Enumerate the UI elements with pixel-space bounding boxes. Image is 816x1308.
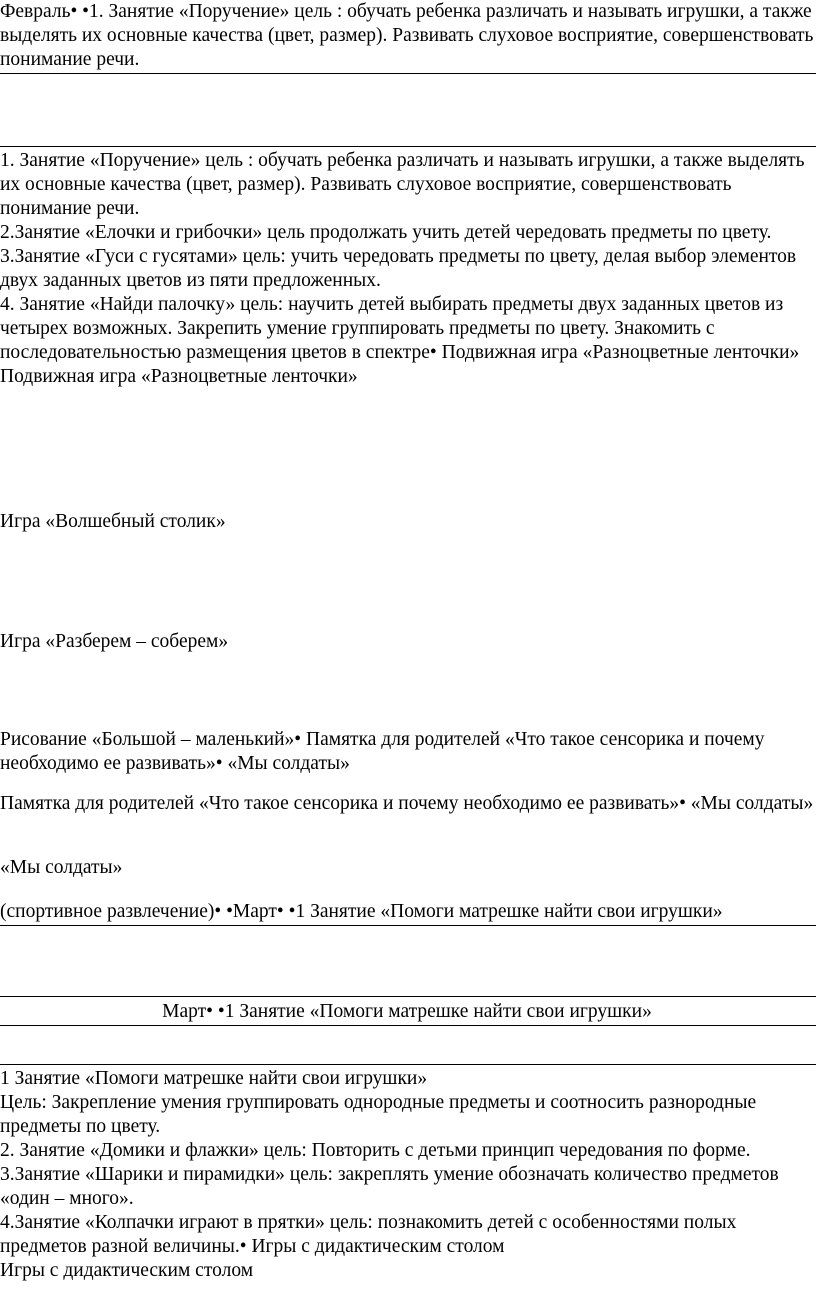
february-header (0, 0, 816, 72)
memo-block (0, 792, 816, 816)
game-item: Игра «Волшебный столик» (0, 511, 226, 532)
memo-item: Памятка для родителей «Что такое сенсорика и почему необходимо ее развивать»• «Мы солдаты» (0, 793, 814, 814)
divider (0, 1064, 816, 1065)
game-item: Игры с дидактическим столом (0, 1260, 254, 1281)
drawing-block (0, 728, 816, 776)
game-item: Подвижная игра «Разноцветные ленточки» (0, 366, 358, 387)
divider (0, 146, 816, 147)
march-header (0, 1000, 816, 1024)
divider (0, 1025, 816, 1026)
lesson-item: 1 Занятие «Помоги матрешке найти свои игрушки» (0, 1068, 428, 1089)
drawing-item: Рисование «Большой – маленький»• Памятка для родителей «Что такое сенсорика и почему необходимо ее развивать»• «Мы солдаты» (0, 729, 765, 774)
march-lessons (0, 1067, 816, 1283)
lesson-item: 1. Занятие «Поручение» цель : обучать ребенка различать и называть игрушки, а также выделять их основные качества (цвет, размер). Развивать слуховое восприятие, совершенствовать понимание речи. (0, 150, 805, 219)
game-block (0, 630, 816, 654)
lesson-item: 4. Занятие «Найди палочку» цель: научить детей выбирать предметы двух заданных цветов из четырех возможных. Закрепить умение группировать предметы по цвету. Знакомить с последовательностью размещения цветов в спектре• Подвижная игра «Разноцветные ленточки» (0, 294, 800, 363)
lesson-item: 3.Занятие «Шарики и пирамидки» цель: закреплять умение обозначать количество предметов «один – много». (0, 1164, 779, 1209)
february-header-text: Февраль• •1. Занятие «Поручение» цель : обучать ребенка различать и называть игрушки, а также выделять их основные качества (цвет, размер). Развивать слуховое восприятие, совершенствовать понимание речи. (0, 1, 814, 70)
divider (0, 73, 816, 74)
divider (0, 925, 816, 926)
lesson-item: 3.Занятие «Гуси с гусятами» цель: учить чередовать предметы по цвету, делая выбор элементов двух заданных цветов из пяти предложенных. (0, 246, 797, 291)
lesson-item: Цель: Закрепление умения группировать однородные предметы и соотносить разнородные предметы по цвету. (0, 1092, 757, 1137)
game-item: Игра «Разберем – соберем» (0, 631, 229, 652)
soldiers-item: «Мы солдаты» (0, 857, 123, 878)
sport-item: (спортивное развлечение)• •Март• •1 Занятие «Помоги матрешке найти свои игрушки» (0, 901, 723, 922)
march-header-text: Март• •1 Занятие «Помоги матрешке найти свои игрушки» (162, 1001, 652, 1022)
lesson-item: 4.Занятие «Колпачки играют в прятки» цель: познакомить детей с особенностями полых предметов разной величины.• Игры с дидактическим столом (0, 1212, 737, 1257)
sport-block (0, 900, 816, 924)
lesson-item: 2. Занятие «Домики и флажки» цель: Повторить с детьми принцип чередования по форме. (0, 1140, 751, 1161)
game-block (0, 510, 816, 534)
divider (0, 996, 816, 997)
february-lessons (0, 149, 816, 389)
soldiers-block (0, 856, 816, 880)
lesson-item: 2.Занятие «Елочки и грибочки» цель продолжать учить детей чередовать предметы по цвету. (0, 222, 772, 243)
